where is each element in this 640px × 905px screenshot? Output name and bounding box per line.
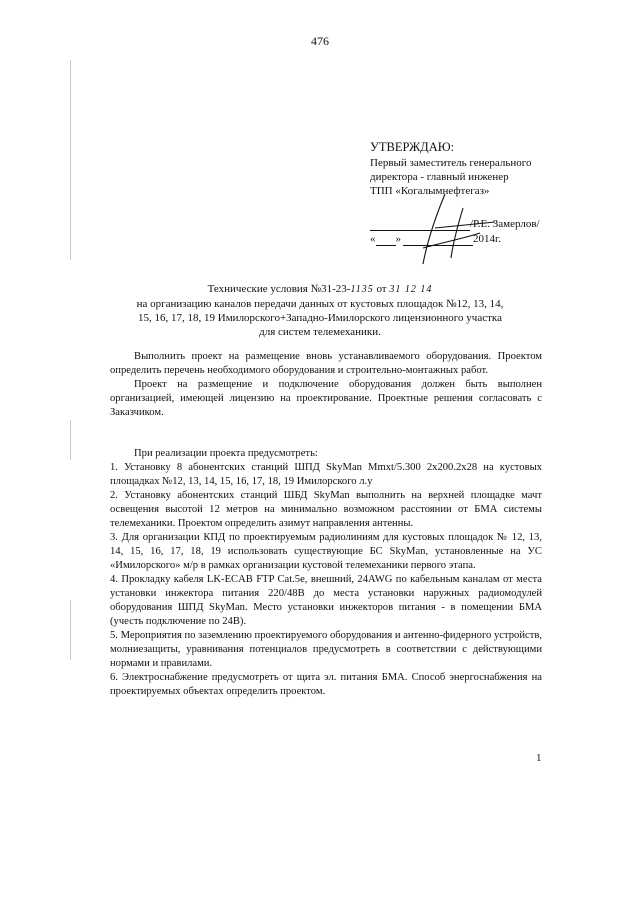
intro-section [110, 350, 542, 420]
title-line-1 [100, 282, 540, 297]
provision-item: 3. Для организации КПД по проектируемым радиолиниям для кустовых площадок № 12, 13, 14, 15, 16, 17, 18, 19 использовать существующие БС SkyMan, установленные на УС «Имилорского» м/р в рамках организации кустовой телемеханики первого этапа. [110, 532, 542, 571]
title-line-4: для систем телемеханики. [259, 326, 381, 338]
provisions-heading: При реализации проекта предусмотреть: [134, 448, 318, 459]
approval-line: Первый заместитель генерального [370, 157, 532, 169]
signature-line [370, 218, 470, 231]
provision-item: 1. Установку 8 абонентских станций ШПД SkyMan Mmxt/5.300 2x200.2x28 на кустовых площадках №12, 13, 14, 15, 16, 17, 18, 19 Имилорского л.у [110, 462, 542, 487]
month-line [403, 233, 473, 246]
title-line-3: 15, 16, 17, 18, 19 Имилорского+Западно-Имилорского лицензионного участка [138, 312, 502, 324]
provision-item: 4. Прокладку кабеля LK-ECAB FTP Cat.5e, внешний, 24AWG по кабельным каналам от места установки инжектора питания 220/48В до места установки наружных радиомодулей оборудования ШПД SkyMan. Место установки инжекторов питания - в помещении БМА (учесть подключение по 24В). [110, 574, 542, 627]
title-line-2: на организацию каналов передачи данных от кустовых площадок №12, 13, 14, [136, 298, 504, 310]
scan-edge-line [70, 420, 71, 460]
page-number: 476 [311, 34, 329, 48]
provision-item: 6. Электроснабжение предусмотреть от щита эл. питания БМА. Способ энергоснабжения на проектируемых объектах определить проектом. [110, 672, 542, 697]
corner-mark: 1 [536, 752, 542, 764]
day-line [376, 233, 396, 246]
intro-paragraph: Проект на размещение и подключение оборудования должен быть выполнен организацией, имеющей лицензию на проектирование. Проектные решения согласовать с Заказчиком. [110, 379, 542, 418]
title-prefix: Технические условия №31-23- [207, 283, 351, 295]
date-open-quote: « [370, 233, 376, 245]
signer-name: /Р.Е. Замерлов/ [470, 218, 540, 230]
approval-line: ТПП «Когалымнефтегаз» [370, 185, 490, 197]
intro-paragraph: Выполнить проект на размещение вновь устанавливаемого оборудования. Проектом определить перечень необходимого оборудования и строительно-монтажных работ. [110, 351, 542, 376]
approval-heading: УТВЕРЖДАЮ: [370, 140, 455, 154]
handwritten-number: 1135 [350, 284, 374, 295]
scan-edge-line [70, 60, 71, 260]
scan-edge-line [70, 600, 71, 660]
date-row [370, 233, 560, 246]
title-from: от [376, 283, 387, 295]
provision-item: 2. Установку абонентских станций ШБД SkyMan выполнить на верхней площадке мачт освещения высотой 12 метров на минимально возможном расстоянии от БМА системы телемеханики. Проектом определить азимут направления антенны. [110, 490, 542, 529]
handwritten-date: 31 12 14 [389, 284, 433, 295]
provisions-section [110, 447, 542, 699]
approval-line: директора - главный инженер [370, 171, 509, 183]
date-close-quote: » [395, 233, 401, 245]
signature-row [370, 218, 560, 231]
document-title [100, 282, 540, 339]
approval-year: 2014г. [473, 233, 502, 245]
provision-item: 5. Мероприятия по заземлению проектируемого оборудования и антенно-фидерного устройств, молниезащиты, уравнивания потенциалов предусмотреть в соответствии с действующими нормами и правилами. [110, 630, 542, 669]
